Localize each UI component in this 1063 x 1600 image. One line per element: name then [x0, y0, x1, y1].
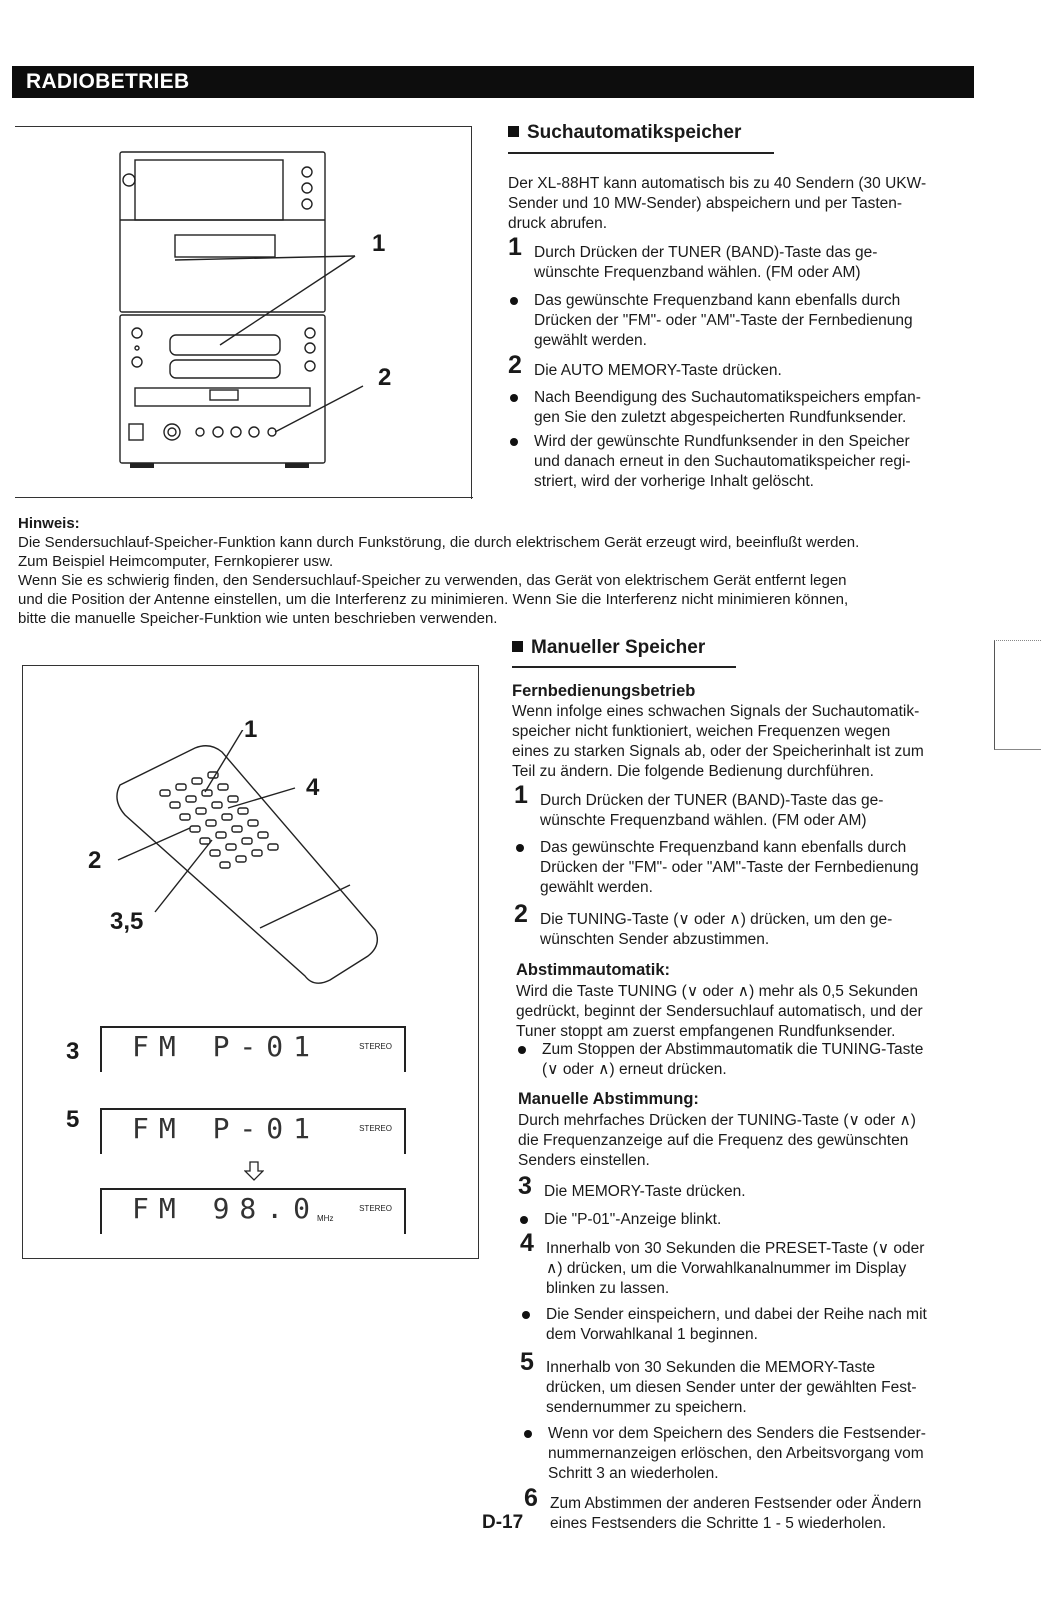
side-tab-marker: [994, 640, 1041, 750]
bullet-text: [548, 1424, 926, 1484]
auto-tuning-text: [516, 982, 986, 1042]
text-line: Wenn infolge eines schwachen Signals der Suchautomatik-: [512, 703, 920, 720]
bullet-text: [544, 1210, 721, 1230]
step-text: [544, 1182, 746, 1202]
down-arrow-icon: [244, 1160, 264, 1182]
text-line: Innerhalb von 30 Sekunden die PRESET-Taste (∨ oder: [546, 1240, 925, 1257]
step-text: [546, 1358, 917, 1418]
text-line: druck abrufen.: [508, 215, 608, 232]
text-line: Senders einstellen.: [518, 1152, 650, 1169]
text-line: Durch Drücken der TUNER (BAND)-Taste das ge-: [534, 244, 878, 261]
figure-remote-label-4: 4: [306, 774, 320, 801]
banner-title: RADIOBETRIEB: [26, 70, 190, 93]
text-line: Zum Stoppen der Abstimmautomatik die TUNING-Taste: [542, 1041, 924, 1058]
section2-bullet-auto: [516, 1040, 986, 1080]
text-line: Teil zu ändern. Die folgende Bedienung durchführen.: [512, 763, 874, 780]
text-line: gewählt werden.: [540, 879, 653, 896]
step-number: 5: [520, 1348, 534, 1376]
text-line: Die "P-01"-Anzeige blinkt.: [544, 1211, 722, 1228]
section1-bullet-2: [508, 388, 978, 428]
text-line: Wenn vor dem Speichern des Senders die Festsender-: [548, 1425, 926, 1442]
section2-bullet-4: [520, 1305, 990, 1345]
figure-remote-label-5: 5: [66, 1106, 80, 1133]
section2-step-5: [520, 1348, 990, 1418]
lcd-display-step3: [100, 1026, 406, 1072]
stereo-indicator: STEREO: [359, 1042, 392, 1051]
section1-title-text: Suchautomatikspeicher: [527, 122, 742, 143]
step-number: 6: [524, 1484, 538, 1512]
text-line: blinken zu lassen.: [546, 1280, 670, 1297]
text-line: Der XL-88HT kann automatisch bis zu 40 Sendern (30 UKW-: [508, 175, 927, 192]
figure-remote-label-1: 1: [244, 716, 258, 743]
stereo-indicator: STEREO: [359, 1204, 392, 1213]
step-text: [546, 1239, 924, 1299]
remote-illustration: [100, 730, 400, 990]
section1-bullet-3: [508, 432, 978, 492]
text-line: Schritt 3 an wiederholen.: [548, 1465, 719, 1482]
bullet-dot-icon: [522, 1311, 530, 1319]
step-text: [540, 791, 883, 831]
step-text: [550, 1494, 921, 1534]
manual-tuning-text: [518, 1111, 988, 1171]
lcd-text: FM P-01: [132, 1030, 321, 1063]
text-line: drücken, um diesen Sender unter der gewählten Fest-: [546, 1379, 917, 1396]
figure-remote-label-3-5: 3,5: [110, 908, 144, 935]
text-line: gedrückt, beginnt der Sendersuchlauf automatisch, und der: [516, 1003, 923, 1020]
step-text: [534, 361, 782, 381]
section1-intro: [508, 174, 978, 234]
step-number: 2: [514, 900, 528, 928]
subheading-auto-tuning: Abstimmautomatik:: [516, 961, 671, 979]
step-text: [540, 910, 892, 950]
note-block: [18, 514, 1028, 628]
text-line: gen Sie den zuletzt abgespeicherten Rundfunksender.: [534, 409, 907, 426]
section2-title-rule: [512, 666, 736, 668]
text-line: gewählt werden.: [534, 332, 647, 349]
text-line: (∨ oder ∧) erneut drücken.: [542, 1061, 727, 1078]
section2-intro: [512, 702, 982, 782]
step-number: 3: [518, 1172, 532, 1200]
bullet-text: [546, 1305, 927, 1345]
section2-step-4: [520, 1229, 990, 1299]
bullet-dot-icon: [524, 1430, 532, 1438]
subheading-manual-tuning: Manuelle Abstimmung:: [518, 1090, 699, 1108]
note-line: Zum Beispiel Heimcomputer, Fernkopierer usw.: [18, 553, 334, 570]
section-title-auto-memory: [508, 122, 741, 144]
text-line: Die MEMORY-Taste drücken.: [544, 1183, 746, 1200]
bullet-dot-icon: [510, 297, 518, 305]
text-line: Das gewünschte Frequenzband kann ebenfalls durch: [540, 839, 907, 856]
text-line: Tuner stoppt am zuerst empfangenen Rundfunksender.: [516, 1023, 896, 1040]
text-line: Wird die Taste TUNING (∨ oder ∧) mehr als 0,5 Sekunden: [516, 983, 919, 1000]
bullet-dot-icon: [510, 394, 518, 402]
bullet-text: [542, 1040, 923, 1080]
section1-step-2: [508, 351, 978, 381]
text-line: wünschte Frequenzband wählen. (FM oder AM): [534, 264, 861, 281]
text-line: eines zu starken Signals ab, oder der Speicherinhalt ist zum: [512, 743, 924, 760]
section2-title-text: Manueller Speicher: [531, 637, 706, 658]
text-line: Durch mehrfaches Drücken der TUNING-Taste (∨ oder ∧): [518, 1112, 916, 1129]
text-line: Drücken der "FM"- oder "AM"-Taste der Fernbedienung: [534, 312, 913, 329]
text-line: sendernummer zu speichern.: [546, 1399, 747, 1416]
text-line: eines Festsenders die Schritte 1 - 5 wiederholen.: [550, 1515, 887, 1532]
note-line: bitte die manuelle Speicher-Funktion wie unten beschrieben verwenden.: [18, 610, 498, 627]
subheading-remote-operation: Fernbedienungsbetrieb: [512, 682, 696, 700]
text-line: Sender und 10 MW-Sender) abspeichern und per Tasten-: [508, 195, 903, 212]
square-bullet-icon: [512, 641, 523, 652]
section-title-manual-memory: [512, 637, 705, 659]
text-line: Die AUTO MEMORY-Taste drücken.: [534, 362, 782, 379]
text-line: und danach erneut in den Suchautomatikspeicher regi-: [534, 453, 911, 470]
text-line: Zum Abstimmen der anderen Festsender oder Ändern: [550, 1495, 922, 1512]
text-line: nummernanzeigen erlöschen, den Arbeitsvorgang vom: [548, 1445, 924, 1462]
note-line: Die Sendersuchlauf-Speicher-Funktion kann durch Funkstörung, die durch elektrischem Gerät erzeugt wird, beeinflußt werden.: [18, 534, 860, 551]
figure-remote-label-2: 2: [88, 847, 102, 874]
text-line: Die TUNING-Taste (∨ oder ∧) drücken, um den ge-: [540, 911, 893, 928]
stereo-indicator: STEREO: [359, 1124, 392, 1133]
step-text: [534, 243, 877, 283]
bullet-dot-icon: [516, 844, 524, 852]
section2-step-3: [518, 1172, 988, 1202]
text-line: Durch Drücken der TUNER (BAND)-Taste das ge-: [540, 792, 884, 809]
square-bullet-icon: [508, 126, 519, 137]
section1-bullet-1: [508, 291, 978, 351]
lcd-text: FM P-01: [132, 1112, 321, 1145]
bullet-dot-icon: [510, 438, 518, 446]
section2-bullet-3: [518, 1210, 988, 1230]
section2-step-1: [514, 781, 984, 831]
text-line: Die Sender einspeichern, und dabei der Reihe nach mit: [546, 1306, 927, 1323]
section2-step-6: [524, 1484, 994, 1534]
step-number: 1: [508, 233, 522, 261]
text-line: Innerhalb von 30 Sekunden die MEMORY-Taste: [546, 1359, 876, 1376]
section1-step-1: [508, 233, 978, 283]
step-number: 1: [514, 781, 528, 809]
text-line: wünschte Frequenzband wählen. (FM oder AM): [540, 812, 867, 829]
bullet-text: [534, 432, 911, 492]
stereo-illustration: [115, 150, 415, 480]
figure-stereo-label-2: 2: [378, 364, 392, 391]
section2-bullet-1: [514, 838, 984, 898]
page-number: D-17: [482, 1512, 524, 1533]
section1-title-rule: [508, 152, 774, 154]
text-line: speicher nicht funktioniert, weichen Frequenzen wegen: [512, 723, 891, 740]
figure-remote-label-3: 3: [66, 1038, 80, 1065]
text-line: die Frequenzanzeige auf die Frequenz des gewünschten: [518, 1132, 909, 1149]
lcd-text: FM 98.0: [132, 1192, 321, 1225]
text-line: Drücken der "FM"- oder "AM"-Taste der Fernbedienung: [540, 859, 919, 876]
note-title: Hinweis:: [18, 515, 80, 532]
bullet-text: [540, 838, 919, 898]
note-line: Wenn Sie es schwierig finden, den Sendersuchlauf-Speicher zu verwenden, das Gerät von elektrischem Gerät entfernt legen: [18, 572, 847, 589]
lcd-display-frequency: [100, 1188, 406, 1234]
text-line: Das gewünschte Frequenzband kann ebenfalls durch: [534, 292, 901, 309]
note-line: und die Position der Antenne einstellen, um die Interferenz zu minimieren. Wenn Sie die Interferenz nicht minimieren können,: [18, 591, 849, 608]
figure-stereo-label-1: 1: [372, 230, 386, 257]
text-line: striert, wird der vorherige Inhalt gelöscht.: [534, 473, 814, 490]
text-line: wünschten Sender abzustimmen.: [540, 931, 770, 948]
bullet-dot-icon: [518, 1046, 526, 1054]
text-line: Wird der gewünschte Rundfunksender in den Speicher: [534, 433, 910, 450]
section-banner: [12, 66, 974, 98]
text-line: ∧) drücken, um die Vorwahlkanalnummer im Display: [546, 1260, 907, 1277]
text-line: Nach Beendigung des Suchautomatikspeichers empfan-: [534, 389, 921, 406]
bullet-text: [534, 291, 913, 351]
step-number: 2: [508, 351, 522, 379]
mhz-unit-label: MHz: [317, 1214, 334, 1223]
step-number: 4: [520, 1229, 534, 1257]
bullet-dot-icon: [520, 1216, 528, 1224]
section2-step-2: [514, 900, 984, 950]
text-line: dem Vorwahlkanal 1 beginnen.: [546, 1326, 758, 1343]
section2-bullet-5: [522, 1424, 992, 1484]
bullet-text: [534, 388, 921, 428]
lcd-display-step5: [100, 1108, 406, 1154]
figure-stereo-bottom-rule: [15, 497, 473, 498]
